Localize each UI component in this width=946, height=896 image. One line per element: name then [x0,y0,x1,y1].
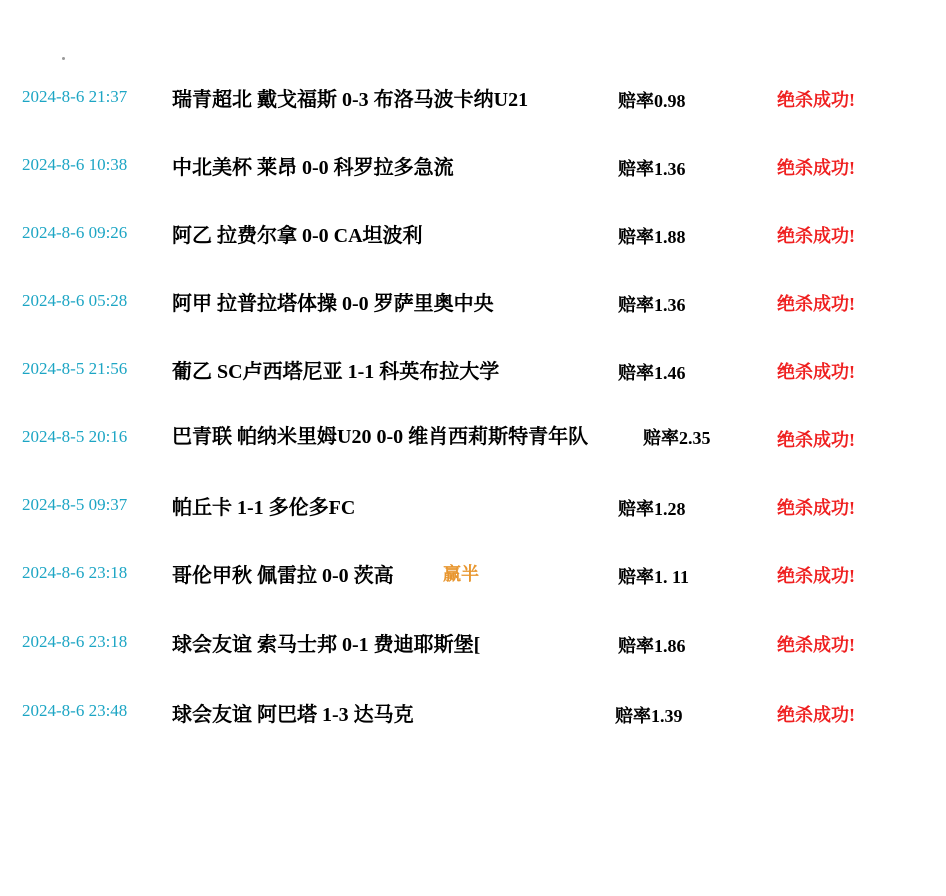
match-time: 2024-8-6 05:28 [22,291,128,310]
match-description: 中北美杯 莱昂 0-0 科罗拉多急流 [172,157,454,179]
status-badge: 绝杀成功! [777,362,855,382]
match-time: 2024-8-5 21:56 [22,359,128,378]
match-tag: 赢半 [443,564,479,584]
list-item[interactable] [0,554,946,622]
status-badge: 绝杀成功! [777,90,855,110]
match-time: 2024-8-6 23:48 [22,701,128,720]
status-badge: 绝杀成功! [777,705,855,725]
match-time: 2024-8-6 09:26 [22,223,128,242]
status-badge: 绝杀成功! [777,158,855,178]
match-time: 2024-8-6 23:18 [22,632,128,651]
match-description: 哥伦甲秋 佩雷拉 0-0 茨高 [172,565,394,587]
match-odds: 赔率0.98 [618,91,686,111]
match-odds: 赔率1. 11 [618,567,690,587]
match-odds: 赔率2.35 [643,428,711,448]
list-item[interactable] [0,622,946,690]
match-time: 2024-8-5 09:37 [22,495,128,514]
match-odds: 赔率1.39 [615,706,683,726]
match-odds: 赔率1.46 [618,363,686,383]
match-time: 2024-8-6 21:37 [22,87,128,106]
match-time: 2024-8-5 20:16 [22,427,128,446]
match-description: 阿乙 拉费尔拿 0-0 CA坦波利 [172,225,423,247]
list-item[interactable] [0,690,946,758]
list-item[interactable] [0,146,946,214]
match-description: 球会友谊 索马士邦 0-1 费迪耶斯堡[ [172,634,481,656]
match-description: 球会友谊 阿巴塔 1-3 达马克 [172,704,414,726]
match-odds: 赔率1.28 [618,499,686,519]
status-badge: 绝杀成功! [777,498,855,518]
match-time: 2024-8-6 10:38 [22,155,128,174]
match-description: 葡乙 SC卢西塔尼亚 1-1 科英布拉大学 [172,361,500,383]
status-badge: 绝杀成功! [777,566,855,586]
match-odds: 赔率1.36 [618,159,686,179]
list-item[interactable] [0,282,946,350]
match-results-list [0,78,946,758]
list-item[interactable] [0,486,946,554]
status-badge: 绝杀成功! [777,294,855,314]
status-badge: 绝杀成功! [777,430,855,450]
match-odds: 赔率1.36 [618,295,686,315]
list-item[interactable] [0,214,946,282]
list-item[interactable] [0,350,946,418]
match-odds: 赔率1.88 [618,227,686,247]
page-marker-dot [62,57,65,60]
match-description: 阿甲 拉普拉塔体操 0-0 罗萨里奥中央 [172,293,494,315]
list-item[interactable] [0,418,946,486]
match-description: 帕丘卡 1-1 多伦多FC [172,497,356,519]
match-description: 巴青联 帕纳米里姆U20 0-0 维肖西莉斯特青年队 [172,426,589,448]
status-badge: 绝杀成功! [777,226,855,246]
match-time: 2024-8-6 23:18 [22,563,128,582]
match-odds: 赔率1.86 [618,636,686,656]
list-item[interactable] [0,78,946,146]
match-description: 瑞青超北 戴戈福斯 0-3 布洛马波卡纳U21 [172,89,529,111]
status-badge: 绝杀成功! [777,635,855,655]
